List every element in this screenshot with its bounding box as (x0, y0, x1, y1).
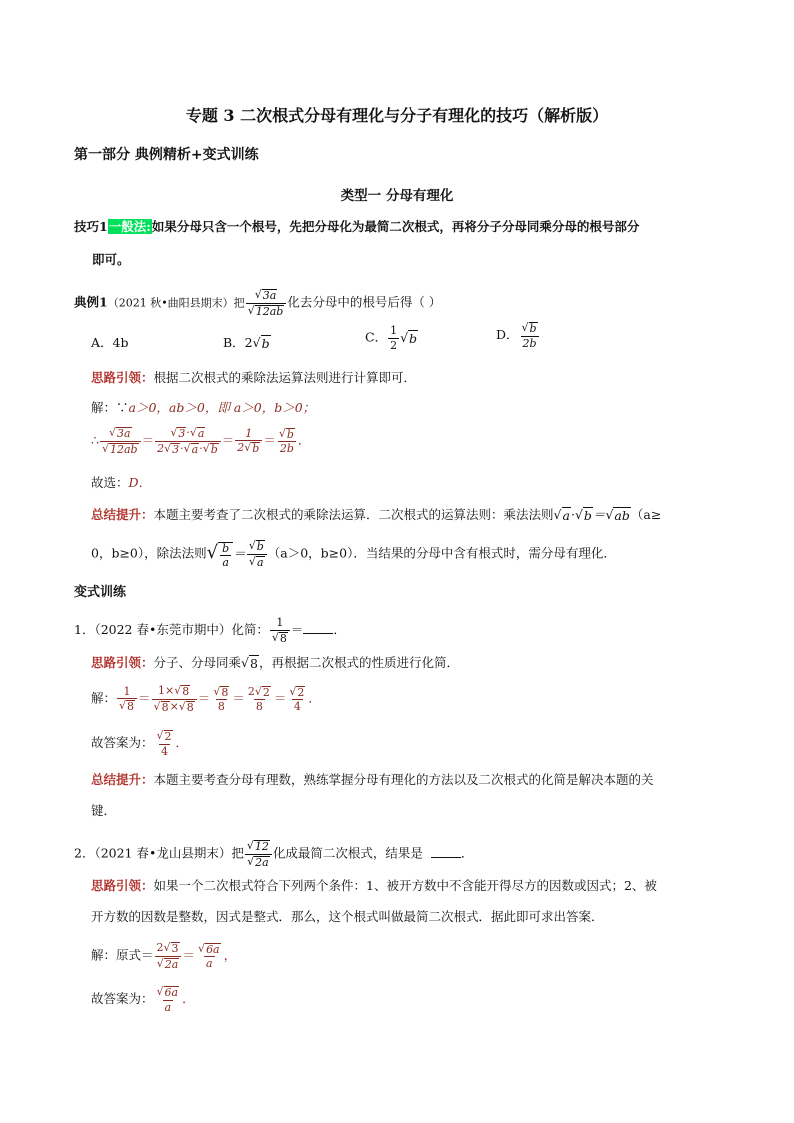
tip1-label: 技巧1 (74, 219, 108, 234)
q2-solution: 解：原式＝ 2 √ 3 √ 2a ＝ √ 6a a ， (91, 941, 237, 971)
q2-hint-line1: 思路引领：如果一个二次根式符合下列两个条件：1、被开方数中不含能开得尽方的因数或因式；2、被 (91, 878, 657, 893)
example1-num: 3a (262, 289, 277, 302)
hint-label: 思路引领： (91, 370, 154, 385)
q1-hint: 思路引领：分子、分母同乘 √ 8 ，再根据二次根式的性质进行化简． (91, 655, 459, 671)
example1-summary-line1: 总结提升：本题主要考查了二次根式的乘除法运算．二次根式的运算法则：乘法法则 √ a · √ b ＝ √ ab （a≥ (91, 507, 662, 523)
example1-summary-line2: 0，b≥0），除法法则 √ $\frac{b}{a}$ ＝ √ b √ a （a＞0，b≥0）．当结果的分母中含有根式时，需分母有理化． (91, 539, 616, 570)
q2-hint-line2: 开方数的因数是整数，因式是整式．那么，这个根式叫做最简二次根式．据此即可求出答案． (91, 909, 604, 924)
option-a: A．4b (91, 335, 129, 350)
q2-blank (431, 845, 461, 858)
q1-blank (303, 621, 333, 634)
example1-source: （2021 秋•曲阳县期末）把 (107, 296, 245, 310)
option-b: B．2 √ b (223, 335, 270, 351)
option-c: C． $\frac{1}{2}$ √ b (365, 324, 418, 352)
q2-answer: 故答案为： √ 6a a ． (91, 985, 195, 1014)
page-title: 专题 3 二次根式分母有理化与分子有理化的技巧（解析版） (185, 106, 609, 125)
example1-den: 12ab (255, 304, 284, 318)
tip1-line1 (74, 219, 639, 234)
example1-rest: 化去分母中的根号后得（ ） (287, 294, 442, 310)
type-heading: 类型一 分母有理化 (340, 188, 454, 204)
hint-text: 根据二次根式的乘除法运算法则进行计算即可． (153, 370, 417, 385)
example1-fraction: √ 3a √ 12ab (246, 289, 287, 317)
tip1-highlight: 一般法: (108, 219, 151, 234)
solution-conditions: a＞0，ab＞0，即 a＞0，b＞0； (128, 400, 316, 415)
tip1-line2: 即可。 (92, 252, 130, 267)
q1-summary-line2: 键． (91, 803, 117, 818)
q1-solution: 解： 1 √ 8 ＝ 1× √ 8 √ 8 × √ 8 ＝ √ 8 8 ＝ 2 √ 2 8 ＝ √ 2 4 ． (91, 684, 321, 714)
example1-solution: 解：∵a＞0，ab＞0，即 a＞0，b＞0； (91, 400, 316, 415)
example1-label: 典例1 (74, 294, 108, 310)
example1-stem (74, 289, 441, 317)
example1-hint (91, 370, 416, 385)
q1-summary-line1: 总结提升：本题主要考查分母有理数，熟练掌握分母有理化的方法以及二次根式的化简是解决本题的关 (91, 772, 654, 787)
tip1-text: 如果分母只含一个根号，先把分母化为最简二次根式，再将分子分母同乘分母的根号部分 (151, 219, 640, 234)
example1-answer: 故选：D． (91, 475, 152, 490)
q1-answer: 故答案为： √ 2 4 ． (91, 729, 189, 758)
q1-stem: 1．（2022 春•东莞市期中）化简： 1 √ 8 ＝ ． (74, 616, 346, 645)
q2-stem: 2．（2021 春•龙山县期末）把 √ 12 √ 2a 化成最简二次根式，结果是 ． (74, 839, 474, 869)
variant-heading: 变式训练 (74, 585, 127, 600)
part-heading: 第一部分 典例精析+变式训练 (74, 147, 259, 163)
option-d: D． √ b 2b (496, 321, 537, 350)
example1-derivation: ∴ √ 3a √ 12ab ＝ √ 3 · √ a 2 √ 3 · √ a · √ b ＝ 1 2 √ b ＝ √ b 2b ． (91, 426, 311, 456)
